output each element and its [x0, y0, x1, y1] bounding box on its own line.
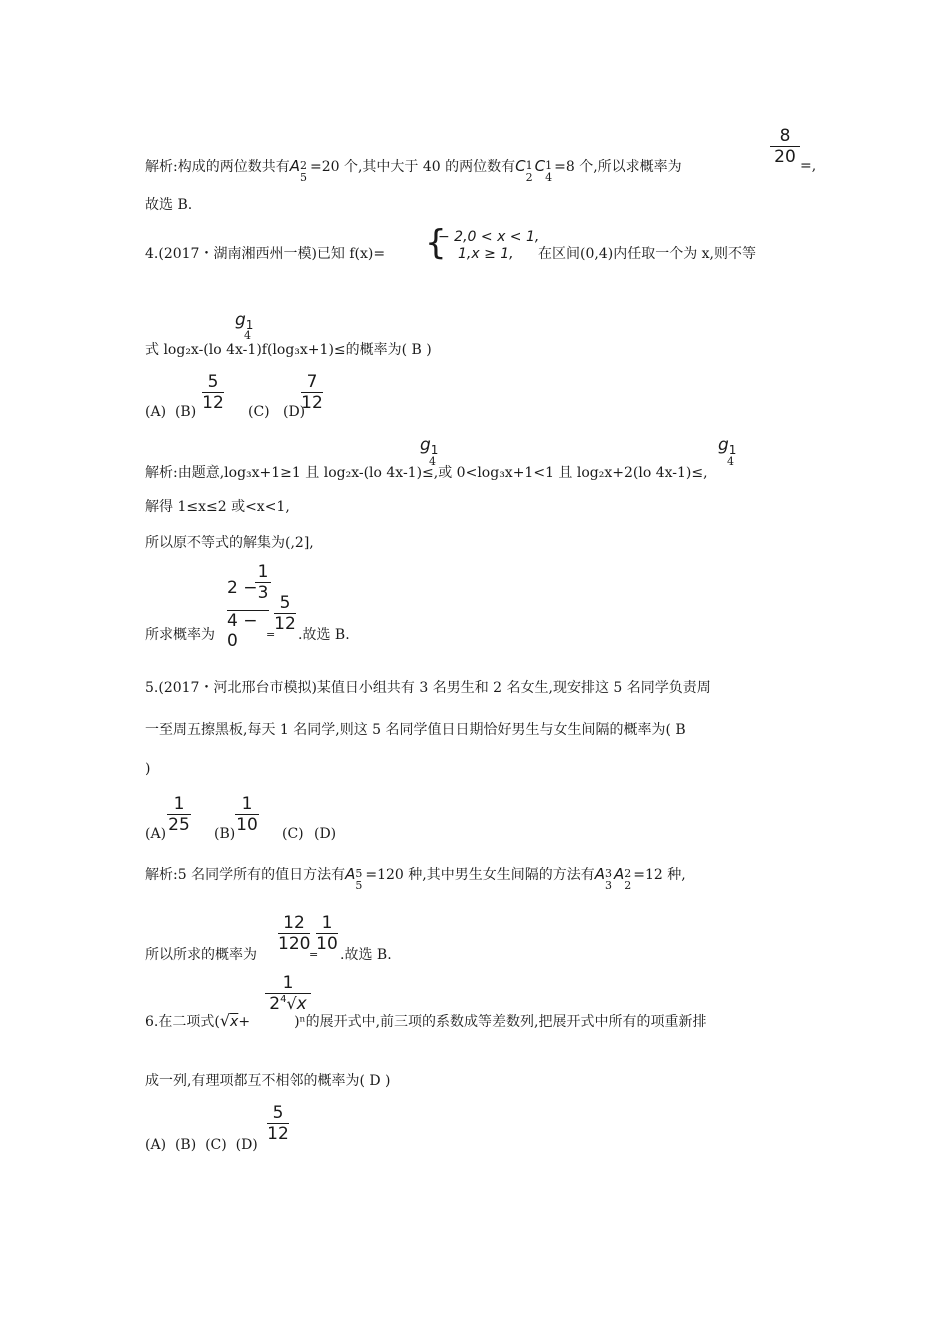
s5-arrangement-2: A	[594, 865, 605, 883]
q6-d-den: 12	[267, 1124, 289, 1144]
solution-3-text-a: 解析:构成的两位数共有	[145, 159, 290, 175]
q5-option-c: (C)	[282, 826, 304, 842]
q5-option-a: (A)	[145, 826, 167, 842]
combination-symbol-1: C	[515, 157, 526, 175]
solution-4-result-fraction	[274, 593, 296, 634]
option-b-num: 5	[207, 372, 219, 392]
s5-a2-sup: 3	[604, 867, 612, 880]
question-5-line-3: )	[145, 761, 151, 777]
solution-4-log-base-1: $g_1$	[420, 435, 439, 457]
q6-option-d-fraction	[267, 1103, 289, 1144]
q5-a-den: 25	[168, 815, 190, 835]
complex-denominator: 4 − 0	[227, 610, 269, 651]
question-4-stem-a: 4.(2017・湖南湘西州一模)已知 f(x)=	[145, 246, 386, 262]
solution-4-line-4-a: 所求概率为	[145, 627, 215, 643]
solution-3-text-d: =,	[800, 158, 817, 174]
result-num: 5	[279, 593, 291, 613]
q6-root-index: 4	[280, 994, 287, 1005]
q6-text-a: 6.在二项式(	[145, 1014, 220, 1030]
arrangement-sup: 2	[299, 159, 307, 172]
combination-symbol-2: C	[534, 157, 546, 175]
solution-4-equals: =	[266, 628, 276, 641]
s5-a2-sub: 3	[604, 879, 612, 892]
question-6-line-1	[145, 1012, 706, 1031]
q6-den-sqrt: √	[286, 994, 297, 1013]
s5-a1-sub: 5	[355, 879, 363, 892]
option-d-den: 12	[301, 393, 323, 413]
s5-f1-den: 120	[278, 934, 311, 954]
solution-4-log-quarter-1: 4	[429, 455, 436, 468]
q6-den-x: x	[296, 994, 307, 1014]
solution-3-text-c: =8 个,所以求概率为	[554, 159, 682, 175]
q5-b-den: 10	[236, 815, 258, 835]
solution-5-text-a: 解析:5 名同学所有的值日方法有	[145, 867, 346, 883]
q6-binomial-fraction	[265, 973, 311, 1017]
option-d-fraction	[301, 372, 323, 413]
q6-d-num: 5	[272, 1103, 284, 1123]
question-4-stem-c: 式 log₂x-(lo 4x-1)f(log₃x+1)≤的概率为( B )	[145, 342, 432, 358]
s5-f2-den: 10	[316, 934, 338, 954]
inner-fraction	[255, 562, 271, 603]
q6-option-b: (B)	[174, 1137, 197, 1153]
solution-4-log-base-2: $g_1$	[718, 435, 737, 457]
fraction-numerator: 8	[779, 126, 791, 146]
fraction-denominator: 20	[770, 146, 800, 167]
solution-5-line-2-a: 所以所求的概率为	[145, 947, 257, 963]
sqrt-symbol: √	[219, 1011, 231, 1030]
solution-4-line-3: 所以原不等式的解集为(,2],	[145, 535, 314, 551]
s5-a1-sup: 5	[355, 867, 363, 880]
solution-5-text-c: =12 种,	[633, 867, 686, 883]
solution-5-line-2-b: .故选 B.	[340, 947, 392, 963]
q6-frac-num: 1	[282, 973, 294, 993]
q6-option-c: (C)	[205, 1137, 227, 1153]
question-4-stem-b: 在区间(0,4)内任取一个为 x,则不等	[538, 246, 756, 262]
solution-3-line-2: 故选 B.	[145, 197, 193, 213]
question-6-line-2: 成一列,有理项都互不相邻的概率为( D )	[145, 1073, 391, 1089]
q5-option-a-fraction	[167, 794, 191, 835]
solution-5-equals: =	[309, 948, 319, 961]
s5-a3-sup: 2	[624, 867, 632, 880]
q6-option-d: (D)	[235, 1137, 258, 1153]
q6-text-b: )ⁿ的展开式中,前三项的系数成等差数列,把展开式中所有的项重新排	[294, 1014, 707, 1030]
solution-4-line-1: 解析:由题意,log₃x+1≥1 且 log₂x-(lo 4x-1)≤,或 0<log₃x+1<1 且 log₂x+2(lo 4x-1)≤,	[145, 465, 708, 481]
combination-1-sup: 1	[525, 159, 533, 172]
solution-4-line-4-b: .故选 B.	[298, 627, 350, 643]
s5-f1-num: 12	[283, 913, 305, 933]
combination-2-sup: 1	[545, 159, 553, 172]
q6-option-a: (A)	[145, 1137, 167, 1153]
q6-options	[145, 1136, 258, 1154]
solution-3-text-b: =20 个,其中大于 40 的两位数有	[309, 159, 516, 175]
q6-den-two: 2	[269, 994, 281, 1014]
fraction-8-20	[770, 126, 800, 167]
solution-3-line-1	[145, 157, 682, 184]
arrangement-symbol: A	[289, 157, 300, 175]
log-base-quarter: 4	[244, 329, 251, 342]
option-b-den: 12	[202, 393, 224, 413]
piecewise-case-2: 1,x ≥ 1,	[458, 246, 514, 262]
sqrt-x: x	[230, 1014, 239, 1030]
s5-arrangement-1: A	[345, 865, 356, 883]
inner-num: 1	[257, 562, 269, 582]
q5-a-num: 1	[173, 794, 185, 814]
question-5-line-2: 一至周五擦黑板,每天 1 名同学,则这 5 名同学值日日期恰好男生与女生间隔的概率为( B	[145, 722, 686, 738]
result-den: 12	[274, 614, 296, 634]
s5-fraction-12-120	[278, 913, 310, 954]
option-b: (B)	[174, 404, 197, 420]
question-4-options	[145, 403, 196, 421]
plus-sign: +	[238, 1014, 251, 1030]
complex-num-prefix: 2 −	[227, 578, 258, 598]
log-base-g1: $g_1$	[235, 310, 254, 332]
s5-a3-sub: 2	[624, 879, 632, 892]
option-c: (C)	[248, 404, 270, 420]
piecewise-case-1: − 2,0 < x < 1,	[438, 229, 540, 245]
solution-4-log-quarter-2: 4	[727, 455, 734, 468]
solution-5-line-1	[145, 865, 686, 892]
q5-option-d: (D)	[314, 826, 337, 842]
piecewise-brace: {	[425, 223, 447, 263]
solution-5-text-b: =120 种,其中男生女生间隔的方法有	[365, 867, 595, 883]
q6-frac-den	[265, 993, 311, 1017]
option-d: (D)	[283, 404, 306, 420]
option-d-num: 7	[306, 372, 318, 392]
option-a: (A)	[145, 404, 167, 420]
s5-arrangement-3: A	[613, 865, 625, 883]
arrangement-sub: 5	[299, 171, 307, 184]
option-b-fraction	[202, 372, 224, 413]
question-5-line-1: 5.(2017・河北邢台市模拟)某值日小组共有 3 名男生和 2 名女生,现安排这 5 名同学负责周	[145, 680, 711, 696]
q5-b-num: 1	[241, 794, 253, 814]
q5-option-b-fraction	[235, 794, 259, 835]
s5-fraction-1-10	[316, 913, 338, 954]
combination-1-sub: 2	[525, 171, 533, 184]
combination-2-sub: 4	[545, 171, 553, 184]
solution-4-line-2: 解得 1≤x≤2 或<x<1,	[145, 499, 290, 515]
q5-option-b: (B)	[214, 826, 236, 842]
inner-den: 3	[255, 582, 271, 603]
s5-f2-num: 1	[321, 913, 333, 933]
